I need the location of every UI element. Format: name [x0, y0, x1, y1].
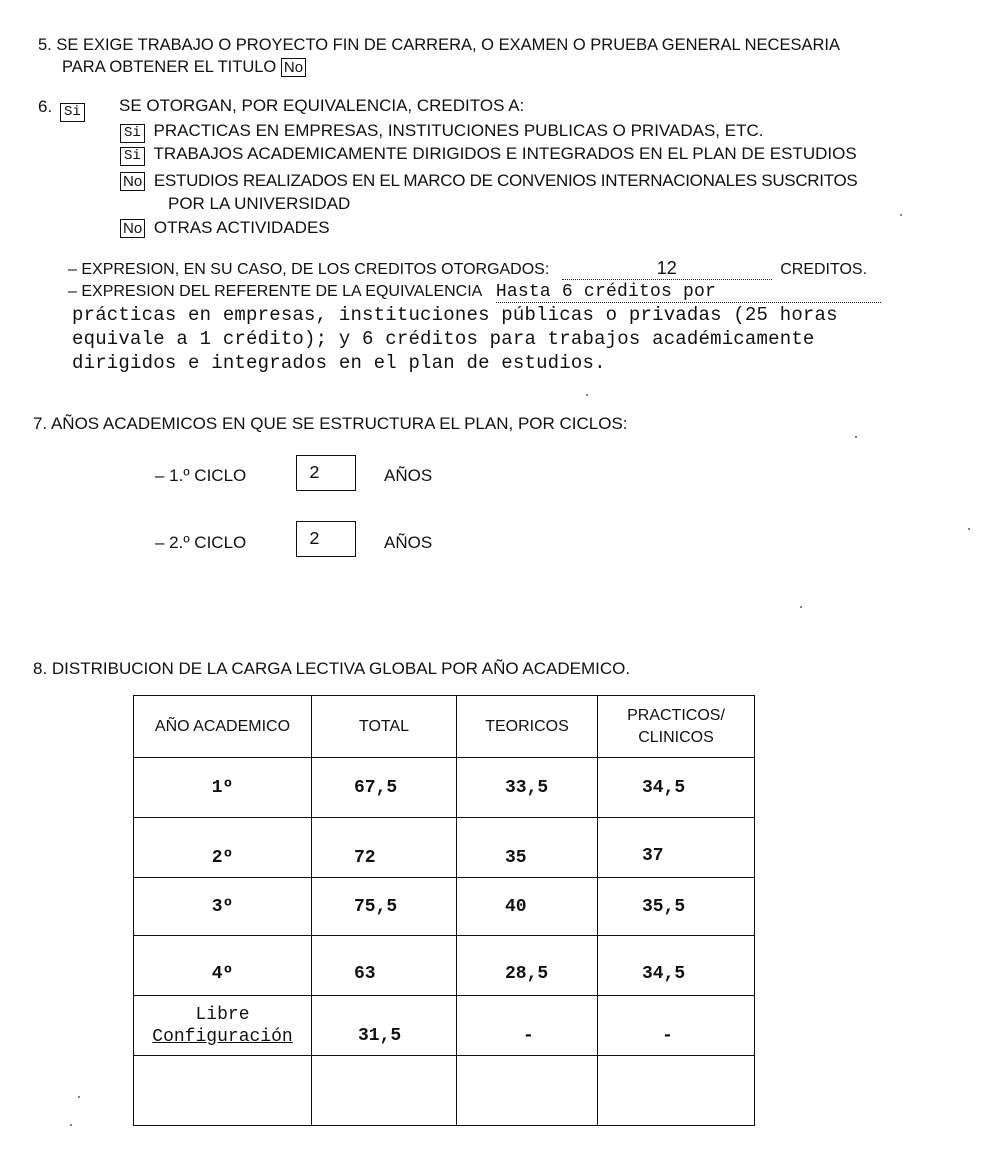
cell-practicos: 35,5: [598, 878, 755, 936]
table-row: [134, 996, 755, 1056]
scan-speck: [70, 1124, 72, 1126]
cell-year-line1: Libre: [195, 1004, 250, 1025]
reference-text-line: prácticas en empresas, instituciones públicas o privadas (25 horas: [72, 304, 838, 326]
cell-practicos: 37: [598, 818, 755, 878]
scan-speck: [800, 606, 802, 608]
cell-total: 72: [312, 818, 457, 878]
equivalence-item-text: PRACTICAS EN EMPRESAS, INSTITUCIONES PUBLICAS O PRIVADAS, ETC.: [153, 121, 764, 140]
scan-speck: [968, 528, 970, 530]
section-7-heading: 7. AÑOS ACADEMICOS EN QUE SE ESTRUCTURA EL PLAN, POR CICLOS:: [33, 414, 628, 433]
header-practicos-line1: PRACTICOS/: [627, 706, 725, 724]
cycle-unit: AÑOS: [384, 533, 433, 552]
section-5-number: 5.: [38, 36, 52, 54]
cell-year: 2º: [134, 818, 312, 878]
equivalence-item: [120, 121, 763, 143]
reference-field: [496, 282, 881, 303]
section-5-answer-box: No: [281, 58, 306, 77]
equivalence-item-text: TRABAJOS ACADEMICAMENTE DIRIGIDOS E INTEGRADOS EN EL PLAN DE ESTUDIOS: [153, 144, 857, 163]
equivalence-item-answer: No: [120, 172, 145, 191]
cycle-years-box: [296, 455, 356, 491]
equivalence-item-answer: Si: [120, 124, 145, 143]
section-5-line2: PARA OBTENER EL TITULO: [62, 58, 277, 76]
table-row: [134, 818, 755, 878]
cycle-years-box: [296, 521, 356, 557]
section-6-answer-box: Si: [60, 103, 85, 122]
cycle-unit: AÑOS: [384, 466, 433, 485]
cell-empty: [134, 1056, 312, 1126]
scan-speck: [78, 1096, 80, 1098]
section-5-line2-row: [62, 58, 306, 77]
table-row: [134, 936, 755, 996]
credits-row: [68, 258, 867, 280]
scan-speck: [900, 214, 902, 216]
equivalence-item: [120, 144, 857, 166]
section-6-number: 6.: [38, 97, 53, 116]
scan-speck: [586, 394, 588, 396]
cell-practicos: 34,5: [598, 936, 755, 996]
cell-teoricos: 35: [457, 818, 598, 878]
cycle-years-value: 2: [309, 530, 320, 550]
reference-text-line: equivale a 1 crédito); y 6 créditos para trabajos académicamente: [72, 328, 815, 350]
header-year: AÑO ACADEMICO: [134, 696, 312, 758]
cycle-label: – 1.º CICLO: [155, 466, 247, 485]
table-row: [134, 758, 755, 818]
section-6-answer-wrap: [60, 100, 85, 122]
cell-total: 31,5: [312, 996, 457, 1056]
cell-total: 75,5: [312, 878, 457, 936]
scan-speck: [855, 436, 857, 438]
equivalence-item-answer: No: [120, 219, 145, 238]
cycle-years-value: 2: [309, 464, 320, 484]
cell-year: [134, 996, 312, 1056]
section-6-heading: SE OTORGAN, POR EQUIVALENCIA, CREDITOS A:: [119, 96, 525, 115]
cell-total: 67,5: [312, 758, 457, 818]
header-teoricos: TEORICOS: [457, 696, 598, 758]
cell-empty: [598, 1056, 755, 1126]
section-5-question: [38, 36, 840, 55]
cell-teoricos: -: [457, 996, 598, 1056]
table-row: [134, 878, 755, 936]
section-8-heading: 8. DISTRIBUCION DE LA CARGA LECTIVA GLOBAL POR AÑO ACADEMICO.: [33, 659, 631, 678]
reference-text-line: dirigidos e integrados en el plan de estudios.: [72, 352, 606, 374]
cell-empty: [312, 1056, 457, 1126]
reference-label: – EXPRESION DEL REFERENTE DE LA EQUIVALENCIA: [68, 283, 482, 300]
cell-year: 1º: [134, 758, 312, 818]
equivalence-item: [120, 171, 857, 191]
table-header-row: [134, 696, 755, 758]
cell-teoricos: 33,5: [457, 758, 598, 818]
reference-value: Hasta 6 créditos por: [495, 282, 716, 302]
equivalence-item-text-cont: POR LA UNIVERSIDAD: [168, 194, 351, 213]
credits-value: 12: [656, 258, 677, 278]
header-practicos: [598, 696, 755, 758]
section-5-line1: SE EXIGE TRABAJO O PROYECTO FIN DE CARRERA, O EXAMEN O PRUEBA GENERAL NECESARIA: [56, 36, 840, 54]
cell-teoricos: 28,5: [457, 936, 598, 996]
cell-year: 3º: [134, 878, 312, 936]
equivalence-item-answer: Si: [120, 147, 145, 166]
cell-year-line2: Configuración: [152, 1026, 293, 1047]
load-table: [133, 695, 755, 1126]
credits-label: – EXPRESION, EN SU CASO, DE LOS CREDITOS OTORGADOS:: [68, 261, 550, 278]
cell-teoricos: 40: [457, 878, 598, 936]
equivalence-item: [120, 218, 330, 238]
equivalence-item-text: ESTUDIOS REALIZADOS EN EL MARCO DE CONVENIOS INTERNACIONALES SUSCRITOS: [153, 171, 858, 190]
cell-total: 63: [312, 936, 457, 996]
cell-year: 4º: [134, 936, 312, 996]
header-total: TOTAL: [312, 696, 457, 758]
equivalence-item-text: OTRAS ACTIVIDADES: [153, 218, 330, 237]
cycle-label: – 2.º CICLO: [155, 533, 247, 552]
cell-practicos: 34,5: [598, 758, 755, 818]
reference-row: [68, 282, 881, 303]
table-row-empty: [134, 1056, 755, 1126]
credits-unit: CREDITOS.: [780, 261, 868, 278]
cell-empty: [457, 1056, 598, 1126]
header-practicos-line2: CLINICOS: [638, 728, 714, 746]
cell-practicos: -: [598, 996, 755, 1056]
credits-field: [562, 258, 772, 280]
